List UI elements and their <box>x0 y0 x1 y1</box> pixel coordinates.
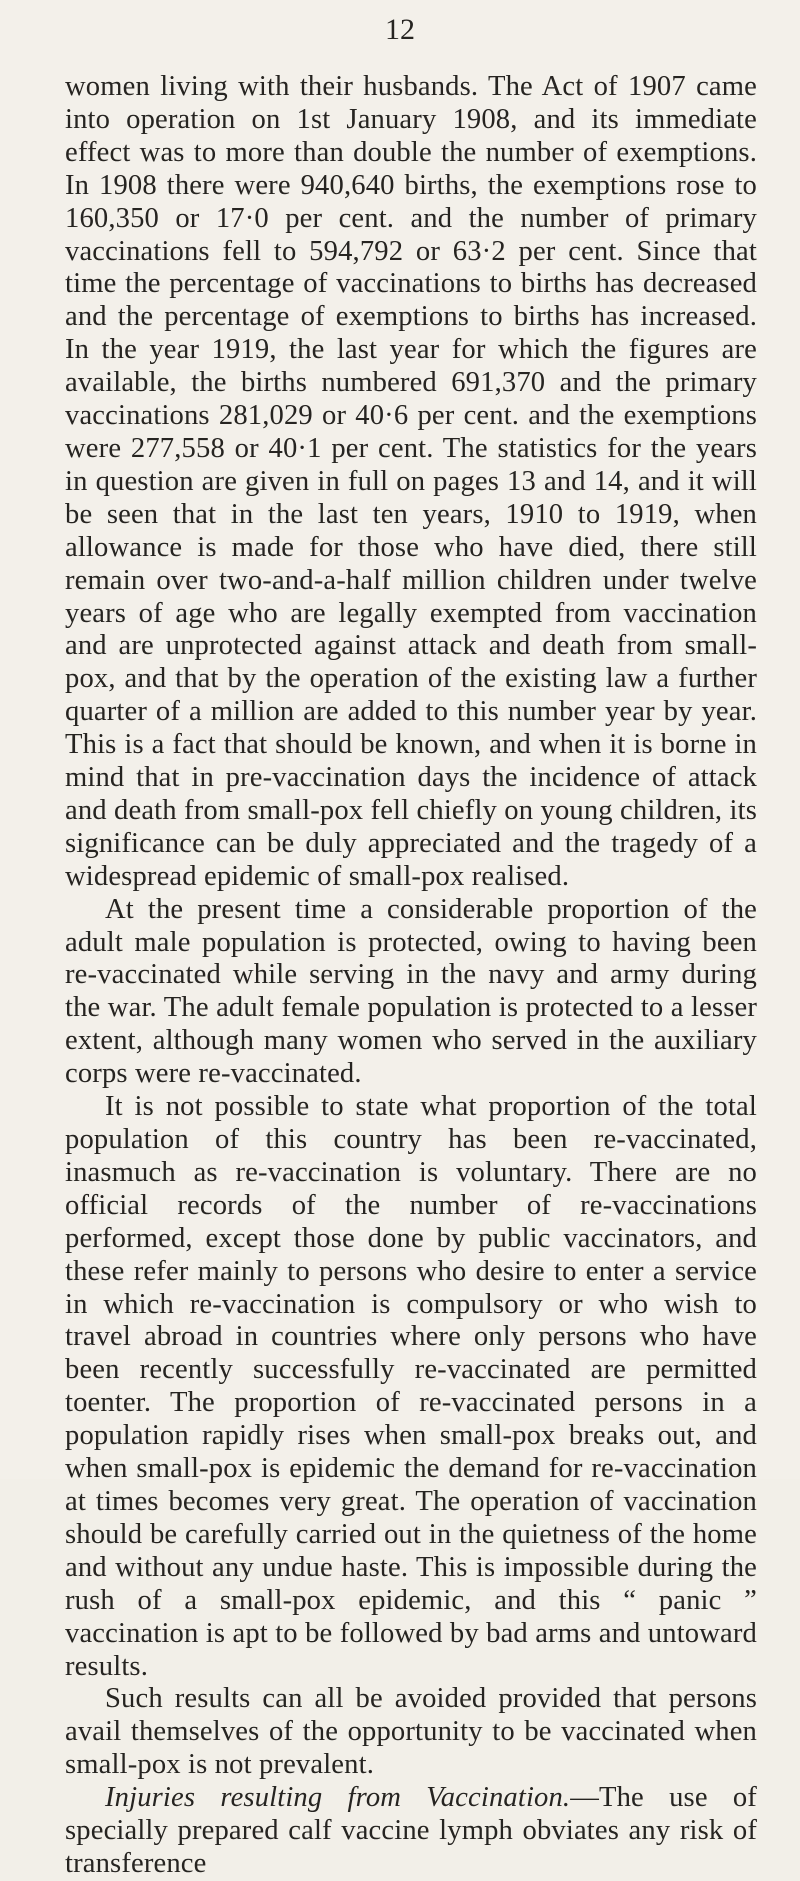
body-text <box>65 71 757 1881</box>
paragraph-injuries-text: —The use of specially prepared calf vaccine lymph obviates any risk of transference <box>65 1782 757 1879</box>
paragraph-exemptions: women living with their husbands. The Act of 1907 came into operation on 1st January 1908, and its immediate effect was to more than double the number of exemptions. In 1908 there were 940,640 births, the exemptions rose to 160,350 or 17·0 per cent. and the number of primary vaccinations fell to 594,792 or 63·2 per cent. Since that time the percentage of vaccinations to births has decreased and the percentage of exemptions to births has increased. In the year 1919, the last year for which the figures are available, the births numbered 691,370 and the primary vaccinations 281,029 or 40·6 per cent. and the exemptions were 277,558 or 40·1 per cent. The statistics for the years in question are given in full on pages 13 and 14, and it will be seen that in the last ten years, 1910 to 1919, when allowance is made for those who have died, there still remain over two-and-a-half million children under twelve years of age who are legally exempted from vaccination and are unprotected against attack and death from small-pox, and that by the operation of the existing law a further quarter of a million are added to this number year by year. This is a fact that should be known, and when it is borne in mind that in pre-vaccination days the incidence of attack and death from small-pox fell chiefly on young children, its significance can be duly appreciated and the tragedy of a widespread epidemic of small-pox realised. <box>65 71 757 892</box>
paragraph-injuries <box>65 1782 757 1881</box>
paragraph-re-vaccination: It is not possible to state what proportion of the total population of this country has been re-vaccinated, inasmuch as re-vaccination is voluntary. There are no official records of the number of re-vaccinations performed, except those done by public vaccinators, and these refer mainly to persons who desire to enter a service in which re-vaccination is compulsory or who wish to travel abroad in countries where only persons who have been recently successfully re-vaccinated are permitted toenter. The proportion of re-vaccinated persons in a population rapidly rises when small-pox breaks out, and when small-pox is epidemic the demand for re-vaccination at times becomes very great. The operation of vaccination should be carefully carried out in the quietness of the home and without any undue haste. This is impossible during the rush of a small-pox epidemic, and this “ panic ” vaccination is apt to be followed by bad arms and untoward results. <box>65 1091 757 1682</box>
section-heading-injuries: Injuries resulting from Vaccination. <box>105 1782 571 1814</box>
paragraph-avoid-results: Such results can all be avoided provided that persons avail themselves of the opportunity to be vaccinated when small-pox is not prevalent. <box>65 1683 757 1781</box>
page-number: 12 <box>385 13 415 46</box>
paragraph-adult-population: At the present time a considerable proportion of the adult male population is protected, owing to having been re-vaccinated while serving in the navy and army during the war. The adult female population is protected to a lesser extent, although many women who served in the auxiliary corps were re-vaccinated. <box>65 893 757 1090</box>
